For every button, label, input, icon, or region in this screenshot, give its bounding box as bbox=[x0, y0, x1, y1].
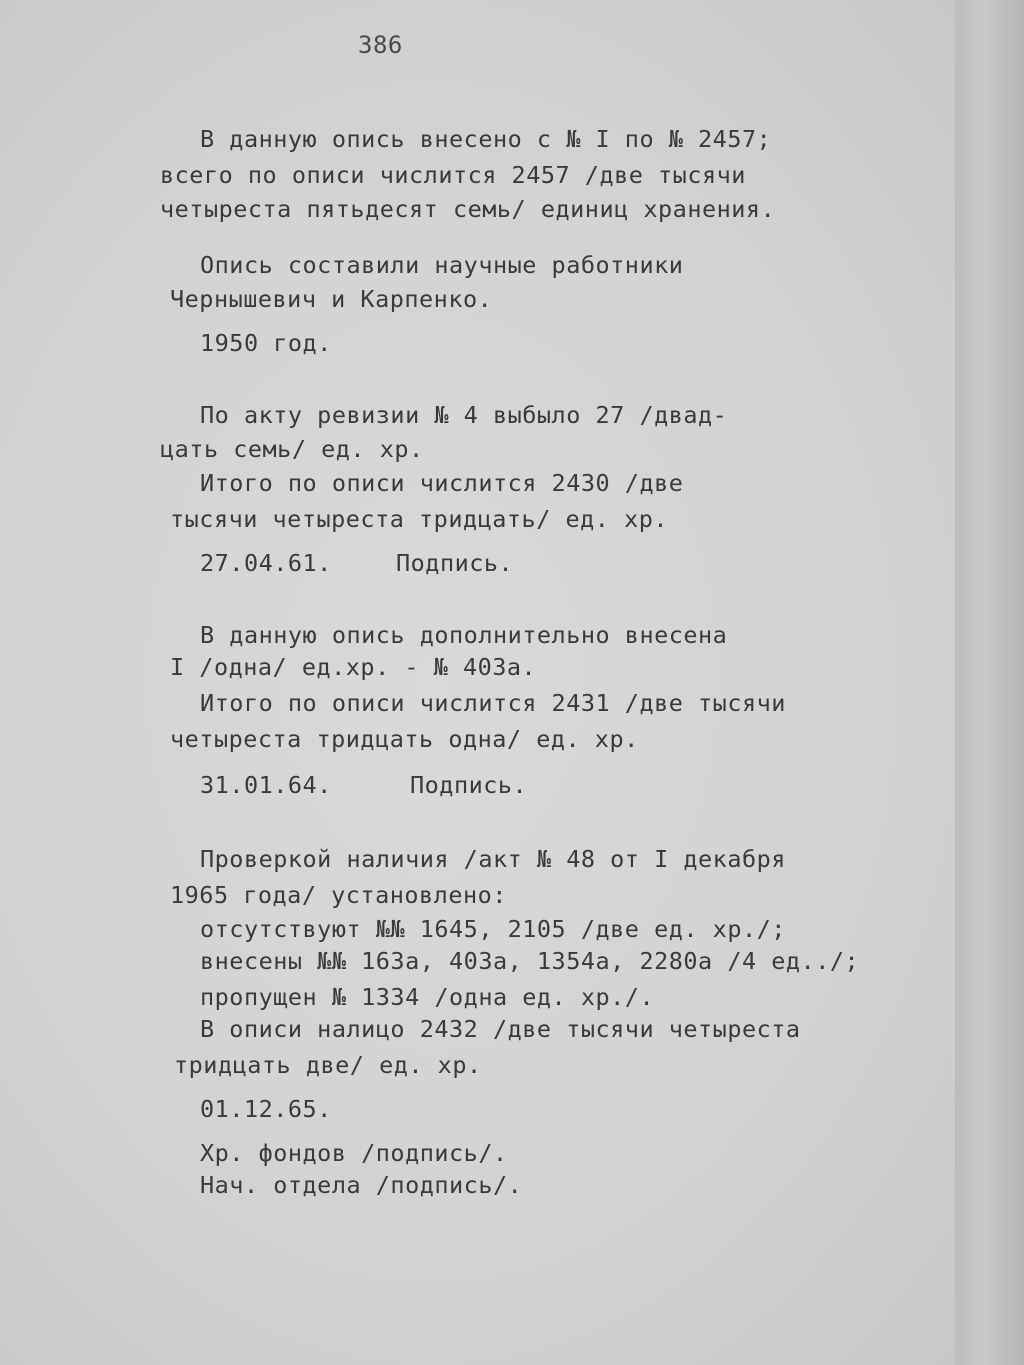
year-line: 1950 год. bbox=[200, 329, 332, 357]
text-line: тридцать две/ ед. хр. bbox=[174, 1051, 482, 1079]
text-line: цать семь/ ед. хр. bbox=[160, 435, 424, 463]
signature-line: Хр. фондов /подпись/. bbox=[200, 1139, 508, 1167]
text-line: тысячи четыреста тридцать/ ед. хр. bbox=[170, 505, 669, 533]
text-line: внесены №№ 163а, 403а, 1354а, 2280а /4 ед../; bbox=[200, 947, 860, 975]
text-line: 1965 года/ установлено: bbox=[170, 881, 507, 909]
text-line: Опись составили научные работники bbox=[200, 251, 684, 279]
text-line: Итого по описи числится 2430 /две bbox=[200, 469, 684, 497]
text-line: четыреста пятьдесят семь/ единиц хранения. bbox=[160, 195, 776, 223]
date-line: 27.04.61. bbox=[200, 549, 332, 577]
text-line: По акту ревизии № 4 выбыло 27 /двад- bbox=[200, 401, 728, 429]
text-line: четыреста тридцать одна/ ед. хр. bbox=[170, 725, 639, 753]
signature-label: Подпись. bbox=[396, 549, 514, 577]
page-edge-shadow bbox=[955, 0, 1024, 1365]
text-line: отсутствуют №№ 1645, 2105 /две ед. хр./; bbox=[200, 915, 786, 943]
text-line: всего по описи числится 2457 /две тысячи bbox=[160, 161, 746, 189]
text-line: Чернышевич и Карпенко. bbox=[170, 285, 493, 313]
signature-label: Подпись. bbox=[410, 771, 528, 799]
date-line: 01.12.65. bbox=[200, 1095, 332, 1123]
text-line: пропущен № 1334 /одна ед. хр./. bbox=[200, 983, 655, 1011]
page-number: 386 bbox=[358, 31, 403, 59]
text-line: Проверкой наличия /акт № 48 от I декабря bbox=[200, 845, 786, 873]
text-line: В данную опись внесено с № I по № 2457; bbox=[200, 125, 772, 153]
signature-line: Нач. отдела /подпись/. bbox=[200, 1171, 523, 1199]
text-line: Итого по описи числится 2431 /две тысячи bbox=[200, 689, 786, 717]
text-line: В описи налицо 2432 /две тысячи четыреста bbox=[200, 1015, 801, 1043]
text-line: В данную опись дополнительно внесена bbox=[200, 621, 728, 649]
date-line: 31.01.64. bbox=[200, 771, 332, 799]
text-line: I /одна/ ед.хр. - № 403а. bbox=[170, 653, 537, 681]
